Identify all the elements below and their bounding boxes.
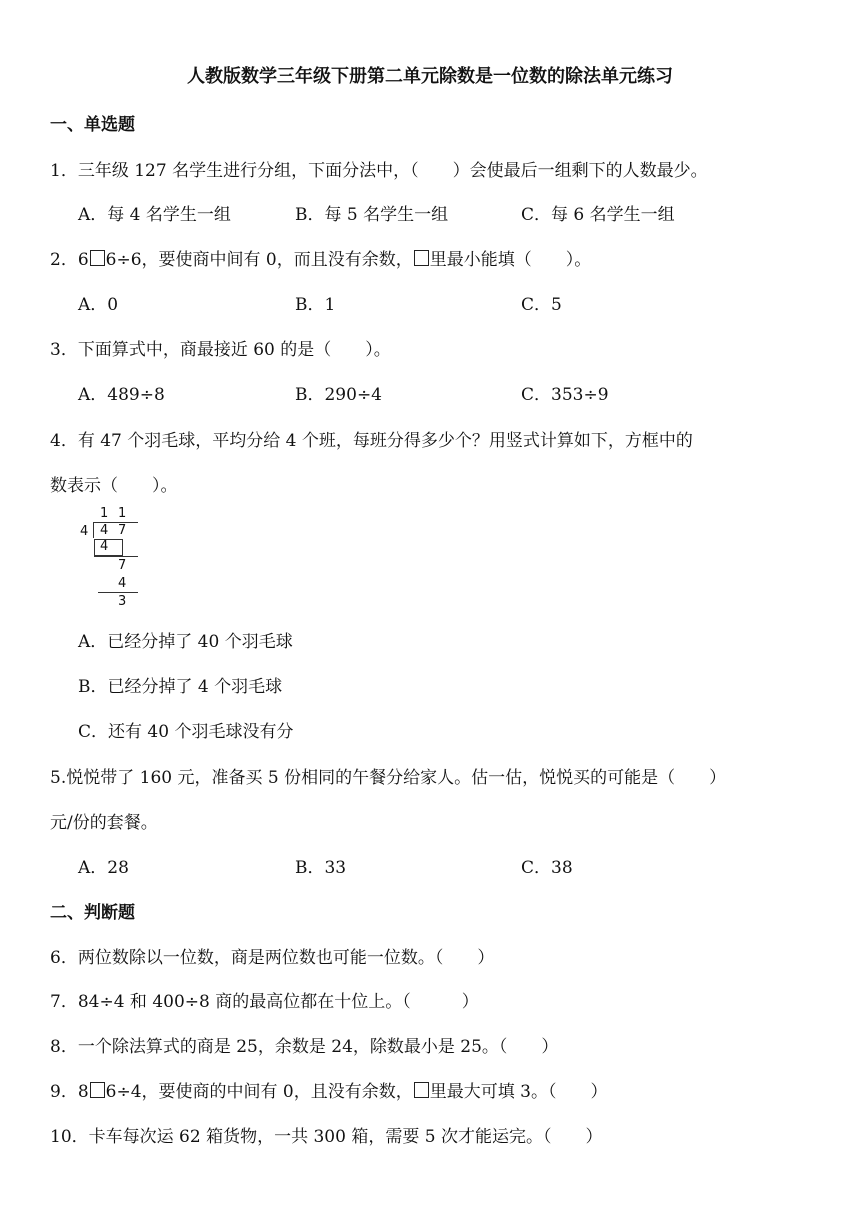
question-6-stem: 6．两位数除以一位数，商是两位数也可能一位数。（ ） [50,948,495,968]
question-3-option-c[interactable]: C．353÷9 [521,385,609,405]
blank-box-icon [414,250,429,266]
question-2-option-b[interactable]: B．1 [295,295,336,315]
question-2-stem-pre: 2．6 [50,250,89,270]
dividend-digit-ones: 7 [118,523,127,538]
product-digit-2: 4 [118,576,127,591]
question-3-options [78,380,838,404]
question-9-stem-post: 里最大可填 3。（ ） [429,1082,608,1102]
question-9-stem-mid: 6÷4，要使商的中间有 0，且没有余数， [105,1082,413,1102]
question-1-option-a[interactable]: A．每 4 名学生一组 [78,205,231,225]
long-division-figure [78,505,148,609]
question-5-options [78,853,838,877]
question-2-stem-post: 里最小能填（ ）。 [429,250,592,270]
page-title: 人教版数学三年级下册第二单元除数是一位数的除法单元练习 [187,66,673,87]
question-10-stem: 10．卡车每次运 62 箱货物，一共 300 箱，需要 5 次才能运完。（ ） [50,1127,603,1147]
question-4-stem-line-1: 4．有 47 个羽毛球，平均分给 4 个班，每班分得多少个？用竖式计算如下，方框中的 [50,431,693,451]
question-4-stem-line-2: 数表示（ ）。 [50,476,178,496]
question-3-option-b[interactable]: B．290÷4 [295,385,383,405]
question-1-option-b[interactable]: B．每 5 名学生一组 [295,205,449,225]
question-4-option-a[interactable]: A．已经分掉了 40 个羽毛球 [78,632,293,652]
question-5-stem-line-2: 元/份的套餐。 [50,813,158,833]
remainder-digit-1: 7 [118,558,127,573]
subtraction-line-1 [94,556,138,557]
quotient-digit-ones: 1 [118,506,127,521]
question-2-stem-mid: 6÷6，要使商中间有 0，而且没有余数， [105,250,413,270]
question-2-options [78,290,838,314]
blank-box-icon [414,1082,429,1098]
question-2-stem [50,245,591,270]
highlight-box [94,539,123,556]
question-7-stem: 7．84÷4 和 400÷8 商的最高位都在十位上。（ ） [50,992,479,1012]
section-heading-single-choice: 一、单选题 [50,115,135,135]
question-5-option-c[interactable]: C．38 [521,858,573,878]
question-4-option-b[interactable]: B．已经分掉了 4 个羽毛球 [78,677,283,697]
question-4-option-c[interactable]: C．还有 40 个羽毛球没有分 [78,722,294,742]
question-5-option-a[interactable]: A．28 [78,858,129,878]
blank-box-icon [90,1082,105,1098]
question-2-option-a[interactable]: A．0 [78,295,119,315]
quotient-digit-tens: 1 [100,506,109,521]
question-3-option-a[interactable]: A．489÷8 [78,385,165,405]
blank-box-icon [90,250,105,266]
section-heading-true-false: 二、判断题 [50,903,135,923]
question-9-stem-pre: 9．8 [50,1082,89,1102]
subtraction-line-2 [98,592,138,593]
division-bracket [93,522,94,538]
question-1-option-c[interactable]: C．每 6 名学生一组 [521,205,675,225]
divisor-digit: 4 [80,524,89,539]
dividend-digit-tens: 4 [100,523,109,538]
question-3-stem: 3．下面算式中，商最接近 60 的是（ ）。 [50,340,391,360]
remainder-digit-2: 3 [118,594,127,609]
question-2-option-c[interactable]: C．5 [521,295,562,315]
question-9-stem [50,1077,607,1102]
question-5-stem-line-1: 5.悦悦带了 160 元，准备买 5 份相同的午餐分给家人。估一估，悦悦买的可能是（ ） [50,768,727,788]
question-8-stem: 8．一个除法算式的商是 25，余数是 24，除数最小是 25。（ ） [50,1037,559,1057]
question-5-option-b[interactable]: B．33 [295,858,347,878]
product-digit-1: 4 [100,539,109,554]
question-1-stem: 1．三年级 127 名学生进行分组，下面分法中，（ ）会使最后一组剩下的人数最少。 [50,161,708,181]
question-1-options [78,200,838,224]
